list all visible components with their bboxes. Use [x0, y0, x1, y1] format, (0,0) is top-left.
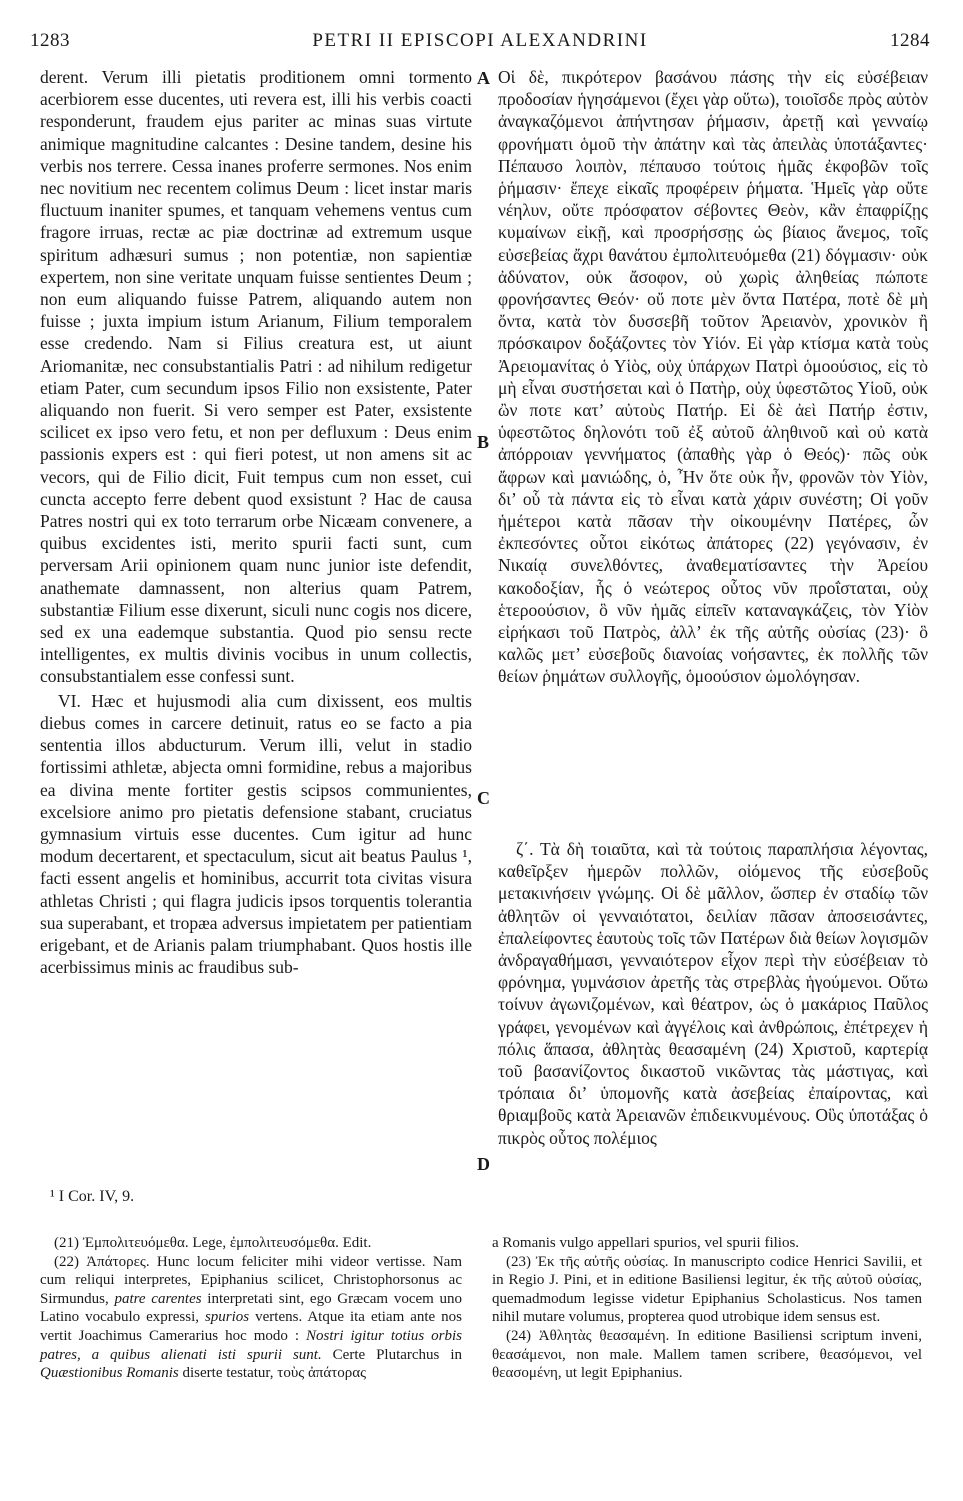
note-22-italic: Quæstionibus Romanis	[40, 1365, 179, 1382]
note-24: (24) Ἀθλητὰς θεασαμένη. In editione Basiliensi scriptum inveni, θεασάμενοι, non male. Mallem tamen scribere, θεασόμενοι, vel θεασομένη, ut legit Epiphanius.	[492, 1327, 922, 1382]
note-22-text: interpretati sint, ego Græcam vocem uno Latino vocabulo expressi,	[40, 1290, 463, 1326]
latin-column	[40, 66, 472, 978]
margin-marker-b: B	[477, 432, 490, 452]
greek-paragraph: Οἱ δὲ, πικρότερον βασάνου πάσης τὴν εἰς εὐσέβειαν προδοσίαν ἡγησάμενοι (ἔχει γὰρ οὕτω), τοιοῖσδε πρὸς αὐτὸν ἀναγκαζόμενοι ἀπήντησαν ῥήμασιν, ἀρετῇ καὶ γενναίῳ φρονήματι ὁμοῦ τὴν ἀπάτην καὶ τὰς ἀπειλὰς ὑποτάξαντες· Πέπαυσο λοιπὸν, πέπαυσο τούτοις ἡμᾶς ἐκφοβῶν τοῖς ῥήμασιν· ἔπεχε εἰκαῖς προφέρειν ῥήματα. Ἡμεῖς γὰρ οὔτε νέηλυν, οὔτε πρόσφατον σέβοντες Θεὸν, κἂν ἐπαφρίζῃς κυμαίνων εἰκῇ, καὶ προσρήσσῃς ὡς βίαιος ἄνεμος, τοῖς εὐσεβείας ἄχρι θανάτου ἐμπολιτευόμεθα (21) δόγμασιν· οὐκ ἀδύνατον, οὐκ ἄσοφον, οὐ χωρὶς ἀληθείας πώποτε φρονήσαντες Θεόν· οὔ ποτε μὲν ὄντα Πατέρα, ποτὲ δὲ μὴ ὄντα, κατὰ τὸν δυσσεβῆ τοῦτον Ἀρειανὸν, χρονικὸν ἢ πρόσκαιρον δοξάζοντες τὸν Υἱόν. Εἰ γὰρ κτίσμα κατὰ τοὺς Ἀρειομανίτας ὁ Υἱὸς, οὐχ ὑπάρχων Πατρὶ ὁμοούσιος, εἰς τὸ μὴ εἶναι συστήσεται καὶ ὁ Πατὴρ, οὐχ ὑφεστῶτος Υἱοῦ, οὐκ ὢν ποτε κατ’ αὐτοὺς Πατήρ. Εἰ δὲ ἀεὶ Πατήρ ἐστιν, ὑφεστῶτος δηλονότι τοῦ ἐξ αὐτοῦ ἀληθινοῦ καὶ οὐ κατὰ ἀπόρροιαν γεννήματος (ἀπαθὴς γὰρ ὁ Θεός)· πῶς οὐκ ἄφρων καὶ μανιώδης, ὁ, Ἦν ὅτε οὐκ ἦν, φρονῶν τὸν Υἱὸν, δι’ οὗ τὰ πάντα εἰς τὸ εἶναι κατὰ χάριν συνέστη; Οἱ γοῦν ἡμέτεροι κατὰ πᾶσαν τὴν οἰκουμένην Πατέρες, ὧν ἐκπεσόντες οὗτοι εἰκότως ἀπάτορες (22) γεγόνασιν, ἐν Νικαίᾳ συνελθόντες, ἀναθεματίσαντες τὴν Ἀρείου κακοδοξίαν, ἧς ὁ νεώτερος οὗτος νῦν προΐσταται, οὐχ ἑτεροούσιον, ὃ νῦν ἡμᾶς εἰπεῖν καταναγκάζεις, τὸν Υἱὸν εἰρήκασι τοῦ Πατρὸς, ἀλλ’ ἐκ τῆς αὐτῆς οὐσίας (23)· ὃ καλῶς μετ’ εὐσεβοῦς διανοίας νοήσαντες, ἐκ πολλῆς τῶν θείων ῥημάτων συλλογῆς, ὁμοούσιον ὡμολόγησαν.	[498, 67, 928, 687]
note-22-text: (22) Ἀπάτορες. Hunc locum feliciter mihi videor vertisse. Nam cum reliqui interpretes, Epiphanius scilicet, Christophorsonus ac Sirmundus,	[40, 1253, 462, 1307]
notes-right	[492, 1234, 922, 1383]
greek-column-section-z	[498, 838, 928, 1149]
notes-left	[40, 1234, 462, 1383]
note-22-text: vertens. Atque ita etiam ante nos vertit Joachimus Camerarius hoc modo :	[40, 1309, 463, 1344]
greek-paragraph-section-z: ζ΄. Τὰ δὴ τοιαῦτα, καὶ τὰ τούτοις παραπλήσια λέγοντας, καθεῖρξεν ἡμερῶν πολλῶν, οἰόμενος τῆς εὐσεβοῦς μετακινήσειν γνώμης. Οἱ δὲ μᾶλλον, ὥσπερ ἐν σταδίῳ τῶν ἀθλητῶν οἱ γενναιότατοι, δειλίαν πᾶσαν ἀποσεισάντες, ἐπαλείφοντες ἑαυτοὺς τοῖς τῶν Πατέρων διὰ θείων λογισμῶν ἀνδραγαθήμασι, γενναιότερον εἶχον περὶ τὴν εὐσέβειαν τὸ φρόνημα, γυμνάσιον ἀρετῆς τὰς στρεβλὰς ἡγούμενοι. Οὕτω τοίνυν ἀγωνιζομένων, καὶ θέατρον, ὡς ὁ μακάριος Παῦλος γράφει, γενομένων καὶ ἀγγέλοις καὶ ἀνθρώποις, ἐπέτρεχεν ἡ πόλις ἅπασα, ἀθλητὰς θεασαμένη (24) Χριστοῦ, καρτερίᾳ τοῦ βασανίζοντος δικαστοῦ νικῶντας τὰς μάστιγας, καὶ τρόπαια δι’ ὑπομονῆς κατὰ ἀσεβείας ἐπαίροντας, καὶ θριαμβοῦς κατὰ Ἀρειανῶν ἐπιδεικνυμένους. Οὓς ὑποτάξας ὁ πικρὸς οὗτος πολέμιος	[498, 839, 928, 1148]
note-22-text: Certe Plutarchus in	[332, 1346, 462, 1363]
note-22-text: diserte testatur, τοὺς ἀπάτορας	[182, 1365, 367, 1382]
running-header	[30, 30, 930, 60]
note-22-italic: Nostri igitur totius orbis patres, a quibus alienati isti spurii sunt.	[40, 1327, 462, 1363]
margin-marker-a: A	[477, 68, 490, 88]
greek-column	[498, 66, 928, 688]
note-22-italic: patre carentes	[114, 1290, 202, 1307]
note-23: (23) Ἐκ τῆς αὐτῆς οὐσίας. In manuscripto codice Henrici Savilii, et in Regio J. Pini, et in editione Basiliensi legitur, ἐκ τῆς αὐτοῦ οὐσίας, quemadmodum legisse videtur Epiphanius Scholasticus. Nos tamen nihil mutare volumus, propterea quod utrobique idem sensus est.	[492, 1253, 922, 1326]
footnote: ¹ I Cor. IV, 9.	[50, 1188, 135, 1205]
note-22	[40, 1253, 462, 1383]
note-21: (21) Ἐμπολιτευόμεθα. Lege, ἐμπολιτευσόμεθα. Edit.	[54, 1235, 372, 1251]
note-22-italic: spurios	[204, 1309, 250, 1326]
note-22-continued: a Romanis vulgo appellari spurios, vel spurii filios.	[492, 1235, 800, 1251]
margin-marker-c: C	[477, 788, 490, 808]
latin-paragraph-section-vi: VI. Hæc et hujusmodi alia cum dixissent, eos multis diebus comes in carcere detinuit, ratus eo se facto a pia sententia illos abducturum. Verum illi, velut in stadio fortissimi athletæ, abjecta omni formidine, rebus a majoribus ea divina mente fortiter gestis scipsos communientes, excelsiore animo pro pietatis defensione stabant, cruciatus gymnasium virtuis esse ducentes. Cum igitur ad hunc modum decertarent, et spectaculum, sicut ait beatus Paulus ¹, facti essent angelis et hominibus, accurrit tota civitas visura athletas Christi ; qui flagra judicis ipsos torquentis tolerantia sua superabant, et tropæa adversus impietatem per patientiam erigebant, et de Arianis palam triumphabant. Quos hostis ille acerbissimus minis ac fraudibus sub-	[40, 690, 472, 978]
page-number-left: 1283	[30, 30, 70, 51]
running-title: PETRI II EPISCOPI ALEXANDRINI	[312, 30, 648, 51]
margin-marker-d: D	[477, 1154, 490, 1174]
page-number-right: 1284	[890, 30, 930, 51]
latin-paragraph: derent. Verum illi pietatis proditionem omni tormento acerbiorem esse ducentes, uti revera est, illi his verbis coacti responderunt, fraudem ejus pariter ac minas suas virtute animique magnitudine calcantes : Desine tandem, desine his verbis nos terrere. Cessa inanes proferre sermones. Nos enim nec novitium nec recentem colimus Deum : licet instar maris fluctuum inaniter spumes, et tanquam vehemens ventus cum fragore irruas, rectæ ac piæ doctrinæ ad extremum usque spiritum adhæsuri sumus ; non potentiæ, non sapientiæ expertem, non sine veritate unquam fuisse sentientes Deum ; non eum aliquando fuisse Patrem, aliquando autem non fuisse ; juxta impium istum Arianum, Filium temporalem esse credendo. Nam si Filius creatura est, ut aiunt Ariomanitæ, nec consubstantialis Patri : ad nihilum redigetur etiam Pater, cum secundum ipsos Filio non exsistente, Pater aliquando non fuerit. Si vero semper est Pater, exsistente scilicet ex ipso vero fetu, et non per defluxum : Deus enim passionis expers est : qui fieri potest, ut non amens sit ac vecors, qui de Filio dicit, Fuit tempus cum non esset, cui cuncta accepto ferre debent quod exsistunt ? Hac de causa Patres nostri qui ex toto terrarum orbe Nicæam convenere, a quibus excidentes isti, merito spurii facti sunt, cum perversam Arii opinionem quam nunc junior iste defendit, anathemate damnassent, non alterius quam Patrem, substantiæ Filium esse dixerunt, siculi nunc cogis nos dicere, sed ex una eademque substantia. Quod pio sensu recte intelligentes, ex multis divinis vocibus in unum collectis, consubstantialem esse confessi sunt.	[40, 67, 472, 687]
